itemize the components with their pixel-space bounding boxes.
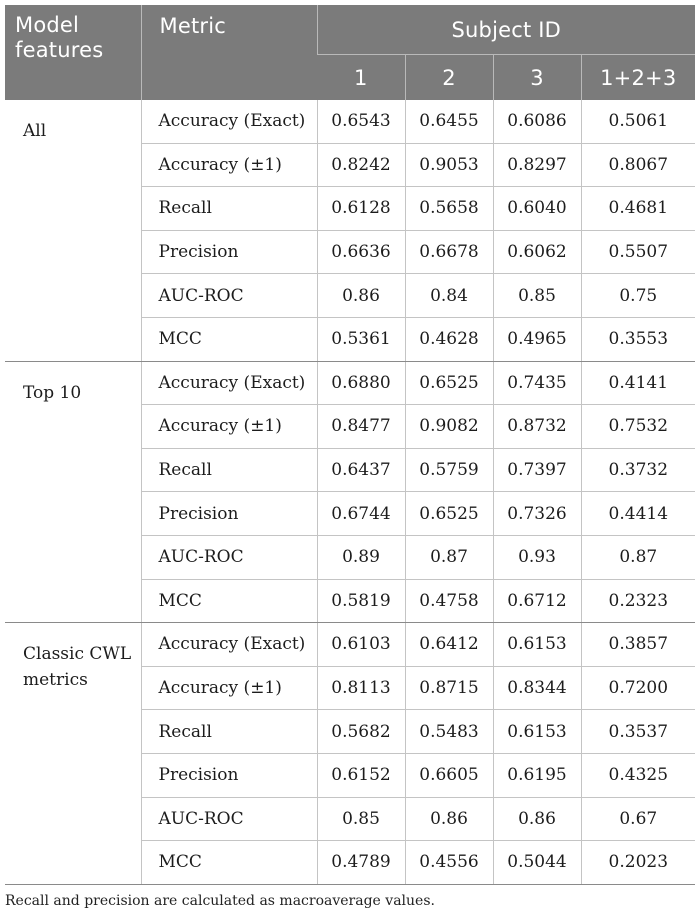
value-cell: 0.6062 [493, 230, 581, 274]
value-cell: 0.8067 [581, 143, 695, 187]
value-cell: 0.5507 [581, 230, 695, 274]
table-row [5, 361, 695, 405]
value-cell: 0.89 [317, 535, 405, 579]
group-label: All [5, 100, 141, 361]
value-cell: 0.9082 [405, 405, 493, 449]
group-label: Top 10 [5, 361, 141, 623]
value-cell: 0.4414 [581, 492, 695, 536]
metric-label: AUC-ROC [141, 274, 317, 318]
value-cell: 0.2323 [581, 579, 695, 623]
header-subject-2: 2 [405, 55, 493, 101]
value-cell: 0.85 [317, 797, 405, 841]
value-cell: 0.8297 [493, 143, 581, 187]
value-cell: 0.5658 [405, 187, 493, 231]
value-cell: 0.3857 [581, 623, 695, 667]
value-cell: 0.4556 [405, 841, 493, 885]
results-table-container [5, 5, 695, 885]
value-cell: 0.86 [493, 797, 581, 841]
metric-label: AUC-ROC [141, 535, 317, 579]
value-cell: 0.4789 [317, 841, 405, 885]
table-row [5, 623, 695, 667]
metric-label: Accuracy (Exact) [141, 100, 317, 143]
table-footnote: Recall and precision are calculated as macroaverage values. [5, 893, 435, 909]
value-cell: 0.8242 [317, 143, 405, 187]
value-cell: 0.9053 [405, 143, 493, 187]
value-cell: 0.3732 [581, 448, 695, 492]
value-cell: 0.85 [493, 274, 581, 318]
header-model-features: Model features [5, 5, 141, 100]
value-cell: 0.6605 [405, 753, 493, 797]
value-cell: 0.8344 [493, 666, 581, 710]
header-subject-1: 1 [317, 55, 405, 101]
metric-label: Recall [141, 710, 317, 754]
value-cell: 0.87 [405, 535, 493, 579]
value-cell: 0.6103 [317, 623, 405, 667]
value-cell: 0.6153 [493, 710, 581, 754]
value-cell: 0.6744 [317, 492, 405, 536]
value-cell: 0.6543 [317, 100, 405, 143]
value-cell: 0.8732 [493, 405, 581, 449]
value-cell: 0.6040 [493, 187, 581, 231]
value-cell: 0.86 [317, 274, 405, 318]
table-body [5, 100, 695, 884]
value-cell: 0.4141 [581, 361, 695, 405]
header-subject-combined: 1+2+3 [581, 55, 695, 101]
value-cell: 0.5361 [317, 317, 405, 361]
header-metric: Metric [141, 5, 317, 100]
value-cell: 0.5061 [581, 100, 695, 143]
metric-label: Precision [141, 753, 317, 797]
results-table [5, 5, 695, 885]
value-cell: 0.7326 [493, 492, 581, 536]
value-cell: 0.6880 [317, 361, 405, 405]
value-cell: 0.3553 [581, 317, 695, 361]
value-cell: 0.5682 [317, 710, 405, 754]
value-cell: 0.6128 [317, 187, 405, 231]
value-cell: 0.6678 [405, 230, 493, 274]
value-cell: 0.8113 [317, 666, 405, 710]
value-cell: 0.3537 [581, 710, 695, 754]
value-cell: 0.4681 [581, 187, 695, 231]
metric-label: Precision [141, 492, 317, 536]
value-cell: 0.75 [581, 274, 695, 318]
metric-label: MCC [141, 841, 317, 885]
value-cell: 0.5759 [405, 448, 493, 492]
value-cell: 0.6712 [493, 579, 581, 623]
metric-label: MCC [141, 317, 317, 361]
metric-label: Accuracy (Exact) [141, 623, 317, 667]
value-cell: 0.4325 [581, 753, 695, 797]
metric-label: Accuracy (±1) [141, 405, 317, 449]
value-cell: 0.5044 [493, 841, 581, 885]
value-cell: 0.4965 [493, 317, 581, 361]
value-cell: 0.6153 [493, 623, 581, 667]
value-cell: 0.93 [493, 535, 581, 579]
header-subject-id: Subject ID [317, 5, 695, 55]
metric-label: Precision [141, 230, 317, 274]
metric-label: MCC [141, 579, 317, 623]
value-cell: 0.6455 [405, 100, 493, 143]
group-label: Classic CWL metrics [5, 623, 141, 885]
value-cell: 0.87 [581, 535, 695, 579]
value-cell: 0.6525 [405, 492, 493, 536]
value-cell: 0.5819 [317, 579, 405, 623]
value-cell: 0.6525 [405, 361, 493, 405]
metric-label: AUC-ROC [141, 797, 317, 841]
value-cell: 0.84 [405, 274, 493, 318]
value-cell: 0.7397 [493, 448, 581, 492]
metric-label: Recall [141, 448, 317, 492]
value-cell: 0.6437 [317, 448, 405, 492]
value-cell: 0.7532 [581, 405, 695, 449]
value-cell: 0.6152 [317, 753, 405, 797]
table-header [5, 5, 695, 100]
value-cell: 0.8715 [405, 666, 493, 710]
header-subject-3: 3 [493, 55, 581, 101]
value-cell: 0.86 [405, 797, 493, 841]
metric-label: Recall [141, 187, 317, 231]
value-cell: 0.5483 [405, 710, 493, 754]
value-cell: 0.6086 [493, 100, 581, 143]
value-cell: 0.67 [581, 797, 695, 841]
table-row [5, 100, 695, 143]
metric-label: Accuracy (±1) [141, 143, 317, 187]
value-cell: 0.7200 [581, 666, 695, 710]
metric-label: Accuracy (Exact) [141, 361, 317, 405]
value-cell: 0.6412 [405, 623, 493, 667]
value-cell: 0.6195 [493, 753, 581, 797]
metric-label: Accuracy (±1) [141, 666, 317, 710]
value-cell: 0.2023 [581, 841, 695, 885]
value-cell: 0.4758 [405, 579, 493, 623]
value-cell: 0.6636 [317, 230, 405, 274]
value-cell: 0.8477 [317, 405, 405, 449]
value-cell: 0.7435 [493, 361, 581, 405]
value-cell: 0.4628 [405, 317, 493, 361]
